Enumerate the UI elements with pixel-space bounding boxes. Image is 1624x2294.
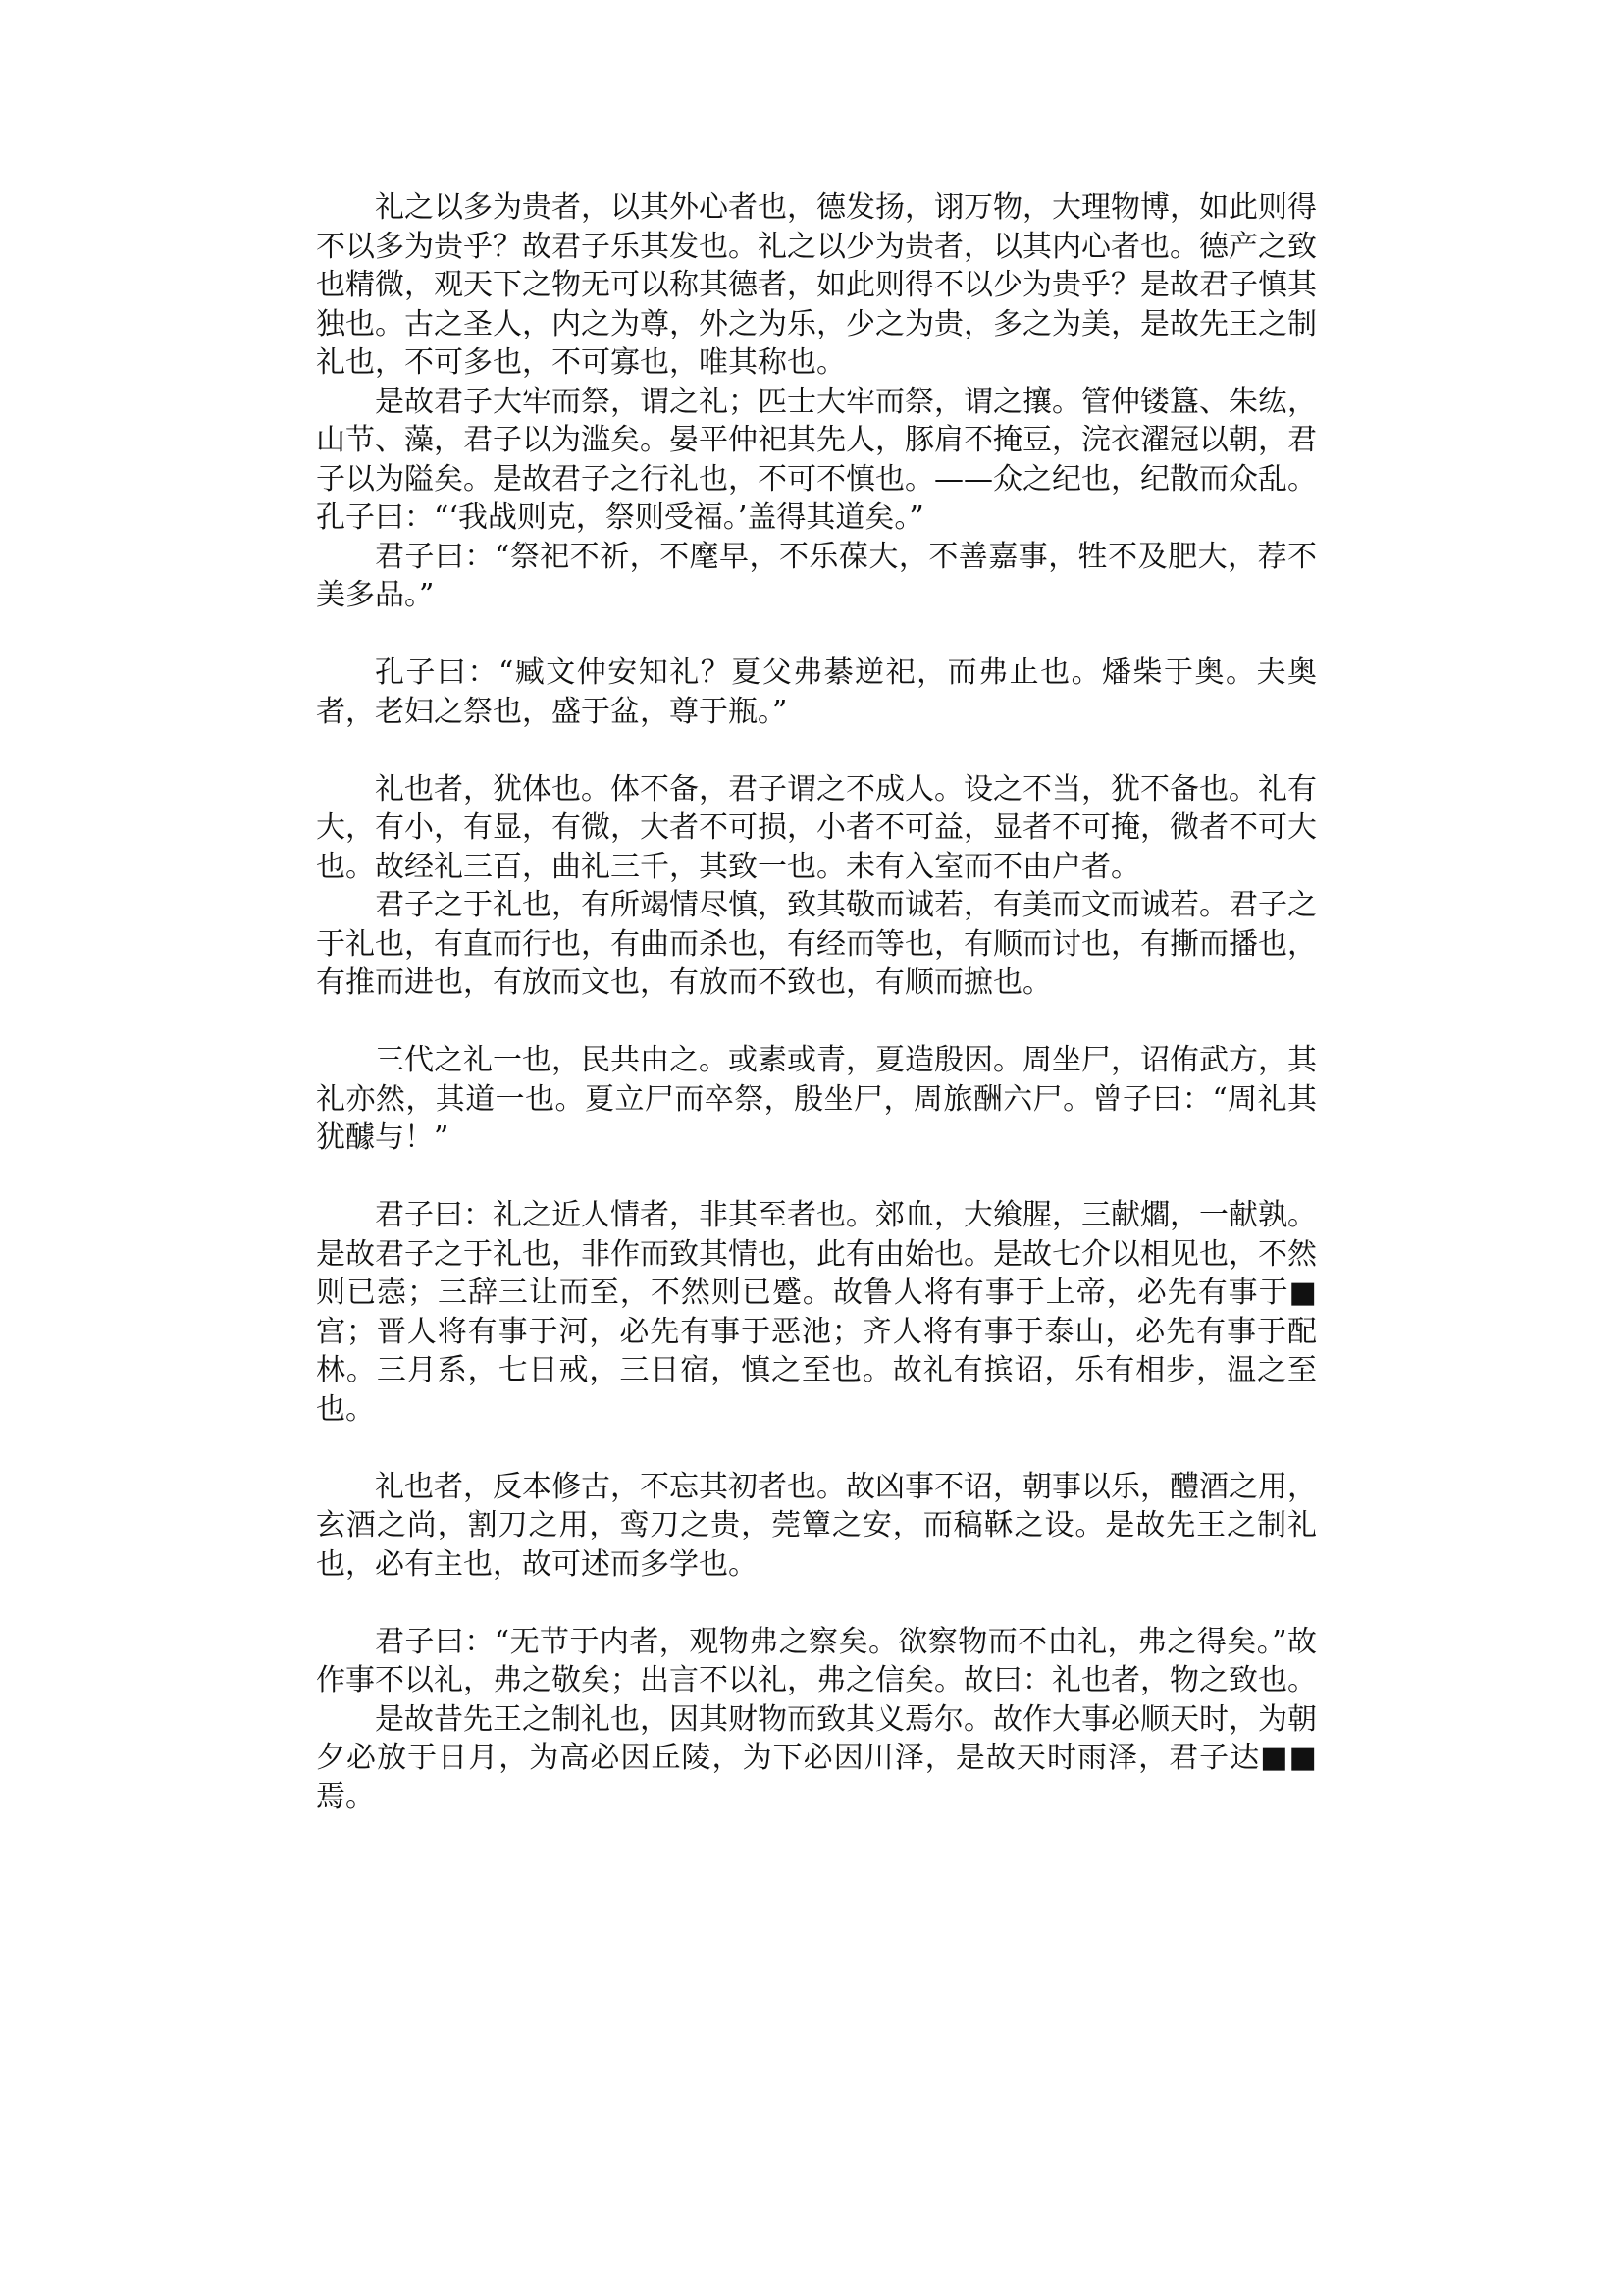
paragraph-gap [316, 1429, 1317, 1468]
paragraph: 是故昔先王之制礼也，因其财物而致其义焉尔。故作大事必顺天时，为朝夕必放于日月，为高必因丘陵，为下必因川泽，是故天时雨泽，君子达■■焉。 [316, 1701, 1317, 1814]
paragraph: 礼也者，犹体也。体不备，君子谓之不成人。设之不当，犹不备也。礼有大，有小，有显，有微，大者不可损，小者不可益，显者不可掩，微者不可大也。故经礼三百，曲礼三千，其致一也。未有入室而不由户者。 [316, 771, 1317, 884]
paragraph: 君子之于礼也，有所竭情尽慎，致其敬而诚若，有美而文而诚若。君子之于礼也，有直而行也，有曲而杀也，有经而等也，有顺而讨也，有摲而播也，有推而进也，有放而文也，有放而不致也，有顺而摭也。 [316, 888, 1317, 1000]
paragraph-gap [316, 1003, 1317, 1042]
paragraph-gap [316, 1584, 1317, 1623]
paragraph: 是故君子大牢而祭，谓之礼；匹士大牢而祭，谓之攘。管仲镂簋、朱纮，山节、藻，君子以为滥矣。晏平仲祀其先人，豚肩不掩豆，浣衣濯冠以朝，君子以为隘矣。是故君子之行礼也，不可不慎也。——众之纪也，纪散而众乱。孔子曰：“‘我战则克，祭则受福。’盖得其道矣。” [316, 384, 1317, 535]
paragraph-gap [316, 731, 1317, 770]
paragraph: 君子曰：“祭祀不祈，不麾早，不乐葆大，不善嘉事，牲不及肥大，荐不美多品。” [316, 539, 1317, 612]
paragraph: 孔子曰：“臧文仲安知礼？夏父弗綦逆祀，而弗止也。燔柴于奥。夫奥者，老妇之祭也，盛于盆，尊于瓶。” [316, 655, 1317, 729]
paragraph: 礼也者，反本修古，不忘其初者也。故凶事不诏，朝事以乐，醴酒之用，玄酒之尚，割刀之用，鸾刀之贵，莞簟之安，而稿鞂之设。是故先王之制礼也，必有主也，故可述而多学也。 [316, 1469, 1317, 1582]
paragraph-gap [316, 615, 1317, 654]
paragraph: 君子曰：礼之近人情者，非其至者也。郊血，大飨腥，三献爓，一献孰。是故君子之于礼也，非作而致其情也，此有由始也。是故七介以相见也，不然则已悫；三辞三让而至，不然则已蹙。故鲁人将有事于上帝，必先有事于■宫；晋人将有事于河，必先有事于恶池；齐人将有事于泰山，必先有事于配林。三月系，七日戒，三日宿，慎之至也。故礼有摈诏，乐有相步，温之至也。 [316, 1198, 1317, 1427]
paragraph: 君子曰：“无节于内者，观物弗之察矣。欲察物而不由礼，弗之得矣。”故作事不以礼，弗之敬矣；出言不以礼，弗之信矣。故曰：礼也者，物之致也。 [316, 1624, 1317, 1697]
paragraph-gap [316, 1158, 1317, 1197]
paragraph: 礼之以多为贵者，以其外心者也，德发扬，诩万物，大理物博，如此则得不以多为贵乎？故君子乐其发也。礼之以少为贵者，以其内心者也。德产之致也精微，观天下之物无可以称其德者，如此则得不以少为贵乎？是故君子慎其独也。古之圣人，内之为尊，外之为乐，少之为贵，多之为美，是故先王之制礼也，不可多也，不可寡也，唯其称也。 [316, 190, 1317, 380]
document-body [316, 188, 1317, 1816]
paragraph: 三代之礼一也，民共由之。或素或青，夏造殷因。周坐尸，诏侑武方，其礼亦然，其道一也。夏立尸而卒祭，殷坐尸，周旅酬六尸。曾子曰：“周礼其犹醵与！” [316, 1043, 1317, 1155]
